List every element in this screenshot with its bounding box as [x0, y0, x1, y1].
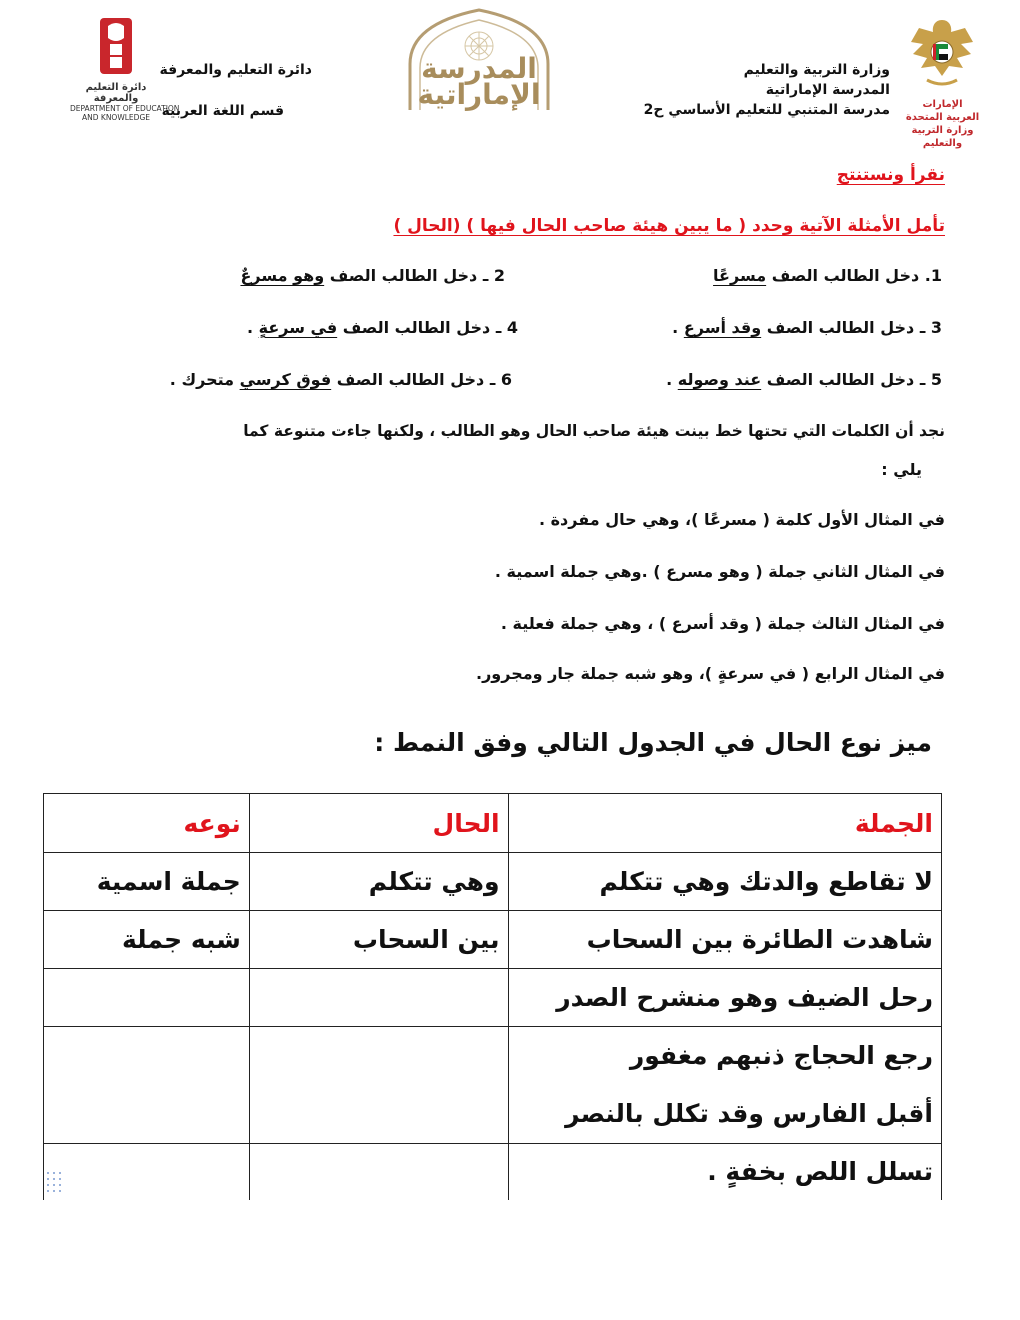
- table-row: [44, 911, 942, 969]
- branch-name: مدرسة المتنبي للتعليم الأساسي ح2: [643, 102, 890, 118]
- adek-en-2: AND KNOWLEDGE: [82, 113, 150, 122]
- example-1-hal: مسرعًا: [713, 266, 767, 285]
- type-cell: شبه جملة: [44, 911, 250, 969]
- sentence-cell: رحل الضيف وهو منشرح الصدر: [508, 969, 941, 1027]
- type-answer-field[interactable]: [44, 1144, 250, 1200]
- table-header-row: [44, 794, 942, 853]
- hal-cell: وهي تتكلم: [249, 853, 508, 911]
- lesson-instruction: تأمل الأمثلة الآتية وحدد ( ما يبين هيئة صاحب الحال فيها ) (الحال ): [393, 216, 945, 236]
- section-name: قسم اللغة العربية: [161, 103, 284, 119]
- example-6-hal: فوق كرسي: [239, 370, 332, 389]
- sentence-line-2: أقبل الفارس وقد تكلل بالنصر: [565, 1099, 933, 1128]
- table-row: [44, 1144, 942, 1200]
- ministry-name: وزارة التربية والتعليم: [743, 62, 890, 78]
- col-header-hal: الحال: [249, 794, 508, 853]
- adek-logo: [70, 16, 180, 122]
- example-5: 5 ـ دخل الطالب الصف عند وصوله .: [666, 370, 942, 389]
- adek-ar: دائرة التعليم والمعرفة: [85, 82, 147, 104]
- hal-cell: بين السحاب: [249, 911, 508, 969]
- hal-answer-field[interactable]: [249, 969, 508, 1027]
- drag-handle-icon[interactable]: [44, 1170, 64, 1196]
- hal-answer-field[interactable]: [249, 1027, 508, 1144]
- emirati-school-logo: [404, 6, 554, 116]
- emblem-caption-2: وزارة التربية والتعليم: [911, 125, 974, 149]
- school-name: المدرسة الإماراتية: [765, 82, 890, 98]
- example-3-hal: وقد أسرع: [683, 318, 762, 337]
- explanation-line-2: يلي :: [881, 460, 922, 479]
- example-6: 6 ـ دخل الطالب الصف فوق كرسي متحرك .: [169, 370, 512, 389]
- hal-answer-field[interactable]: [249, 1144, 508, 1200]
- example-2-hal: وهو مسرعٌ: [240, 266, 325, 285]
- sentence-cell: لا تقاطع والدتك وهي تتكلم: [508, 853, 941, 911]
- example-2: 2 ـ دخل الطالب الصف وهو مسرعٌ: [240, 266, 505, 285]
- example-1: 1. دخل الطالب الصف مسرعًا: [713, 266, 942, 285]
- sentence-cell: شاهدت الطائرة بين السحاب: [508, 911, 941, 969]
- emblem-caption-1: الإمارات العربية المتحدة: [905, 99, 980, 123]
- department-name: دائرة التعليم والمعرفة: [159, 62, 312, 78]
- adek-emblem-icon: [70, 16, 162, 78]
- adek-en-1: DEPARTMENT OF EDUCATION: [70, 104, 180, 113]
- sentence-cell: [508, 1027, 941, 1144]
- hal-types-table: [43, 793, 942, 1200]
- type-answer-field[interactable]: [44, 969, 250, 1027]
- note-1: في المثال الأول كلمة ( مسرعًا )، وهي حال مفردة .: [538, 510, 945, 529]
- lesson-heading: نقرأ ونستنتج: [836, 165, 945, 185]
- logo-line-2: الإماراتية: [417, 78, 541, 111]
- type-answer-field[interactable]: [44, 1027, 250, 1144]
- col-header-type: نوعه: [44, 794, 250, 853]
- table-row: [44, 1027, 942, 1144]
- ministry-block: [644, 60, 890, 120]
- table-row: [44, 853, 942, 911]
- example-4-hal: في سرعةٍ: [258, 318, 338, 337]
- exercise-title: ميز نوع الحال في الجدول التالي وفق النمط :: [374, 728, 932, 757]
- example-4: 4 ـ دخل الطالب الصف في سرعةٍ .: [246, 318, 518, 337]
- example-5-hal: عند وصوله: [677, 370, 762, 389]
- sentence-cell: تسلل اللص بخفةٍ .: [508, 1144, 941, 1200]
- explanation-line-1: نجد أن الكلمات التي تحتها خط بينت هيئة صاحب الحال وهو الطالب ، ولكنها جاءت متنوعة كما: [243, 422, 945, 440]
- sentence-line-1: رجع الحجاج ذنبهم مغفور: [629, 1041, 933, 1070]
- note-4: في المثال الرابع ( في سرعةٍ )، وهو شبه جملة جار ومجرور.: [476, 664, 945, 683]
- falcon-emblem-icon: [905, 14, 980, 94]
- example-3: 3 ـ دخل الطالب الصف وقد أسرع .: [672, 318, 942, 337]
- type-cell: جملة اسمية: [44, 853, 250, 911]
- note-2: في المثال الثاني جملة ( وهو مسرع ) .وهي جملة اسمية .: [494, 562, 945, 581]
- logo-line-1: المدرسة: [421, 52, 537, 85]
- col-header-sentence: الجملة: [508, 794, 941, 853]
- note-3: في المثال الثالث جملة ( وقد أسرع ) ، وهي جملة فعلية .: [500, 614, 945, 633]
- table-row: [44, 969, 942, 1027]
- uae-emblem-logo: [905, 14, 980, 149]
